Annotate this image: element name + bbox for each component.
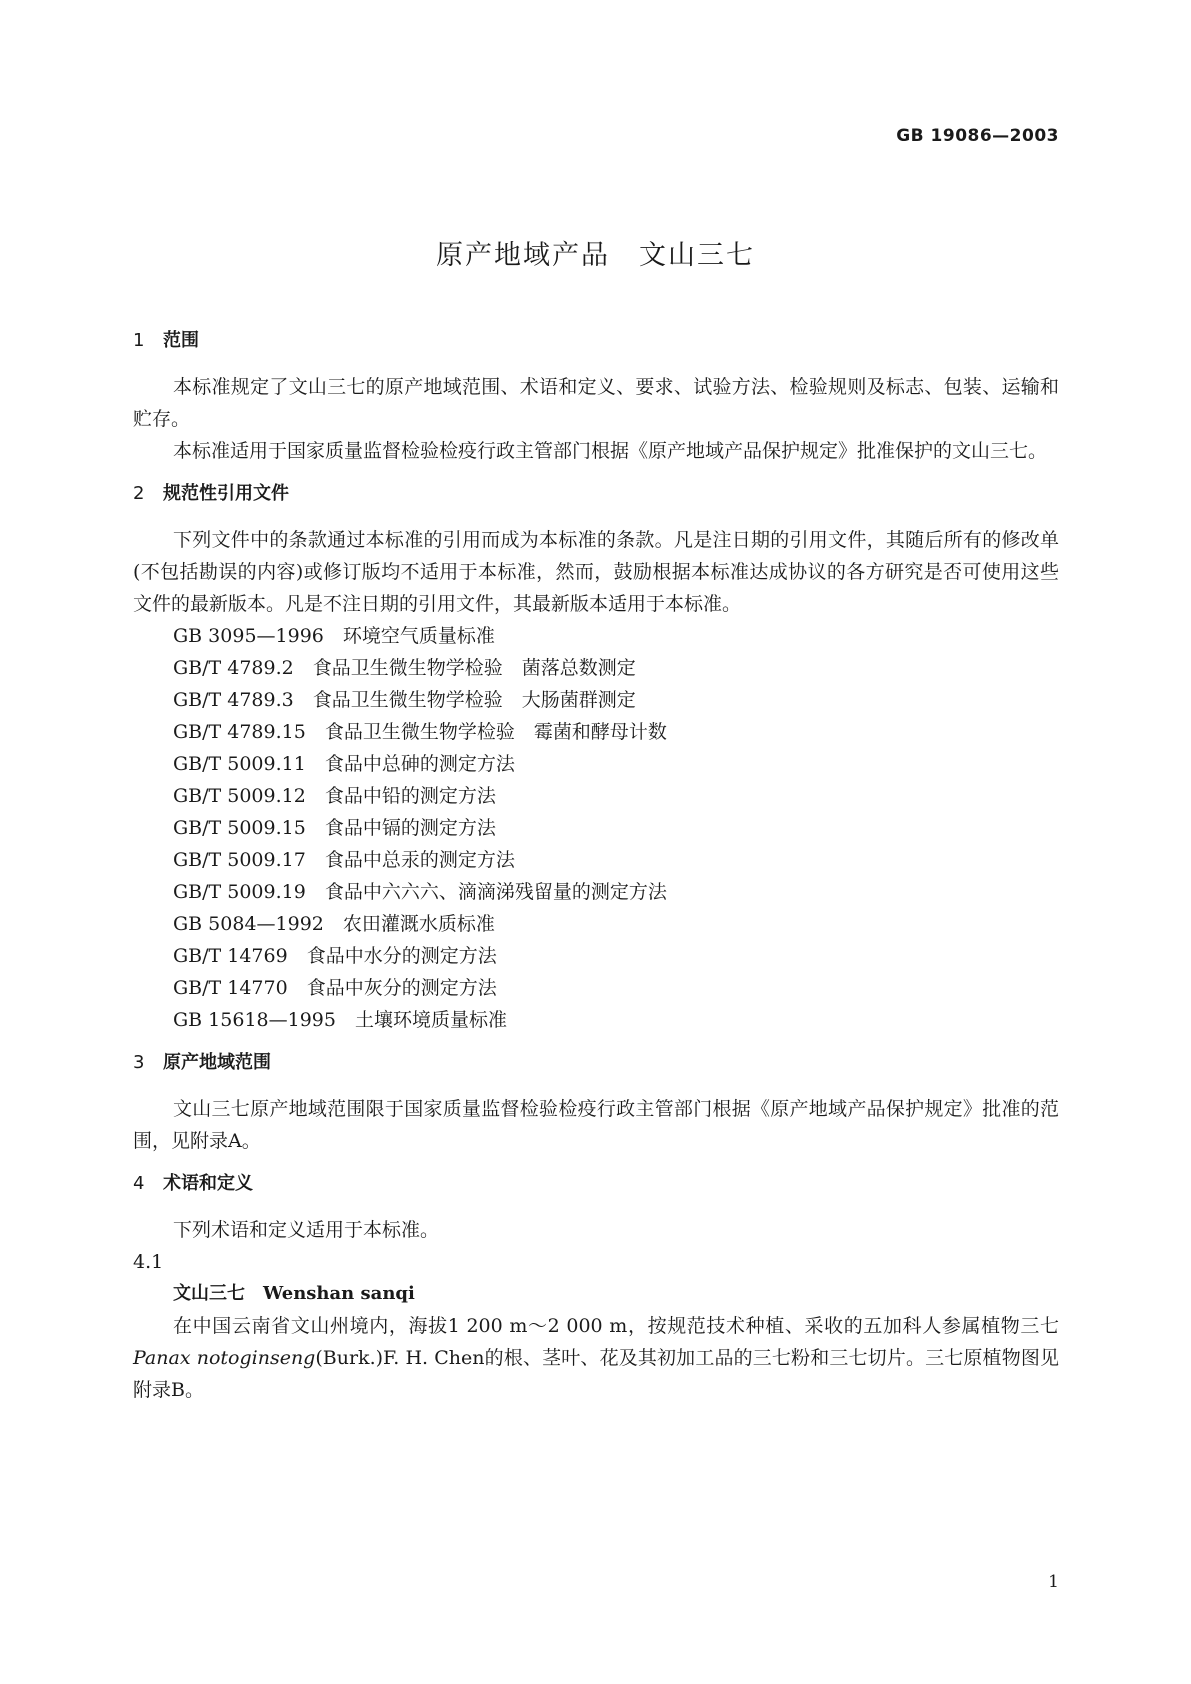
section-title: 范围	[163, 330, 199, 351]
section-2-paragraph-1: 下列文件中的条款通过本标准的引用而成为本标准的条款。凡是注日期的引用文件，其随后所有的修改单(不包括勘误的内容)或修订版均不适用于本标准，然而，鼓励根据本标准达成协议的各方研究是否可使用这些文件的最新版本。凡是不注日期的引用文件，其最新版本适用于本标准。	[133, 529, 1059, 615]
reference-item: GB/T 14770 食品中灰分的测定方法	[173, 977, 497, 999]
term-heading	[133, 1278, 1059, 1310]
section-2-heading	[133, 481, 1059, 507]
reference-item: GB 15618—1995 土壤环境质量标准	[173, 1009, 507, 1031]
reference-item: GB 3095—1996 环境空气质量标准	[173, 625, 495, 647]
section-3-paragraph-1: 文山三七原产地域范围限于国家质量监督检验检疫行政主管部门根据《原产地域产品保护规定》批准的范围，见附录A。	[133, 1098, 1059, 1152]
latin-name: Panax notoginseng	[133, 1347, 316, 1369]
section-4-paragraph-1: 下列术语和定义适用于本标准。	[173, 1219, 440, 1241]
reference-item: GB/T 5009.17 食品中总汞的测定方法	[173, 849, 515, 871]
reference-item: GB/T 5009.15 食品中镉的测定方法	[173, 817, 496, 839]
reference-item: GB/T 5009.19 食品中六六六、滴滴涕残留量的测定方法	[173, 881, 667, 903]
section-number: 1	[133, 330, 145, 351]
reference-item: GB 5084—1992 农田灌溉水质标准	[173, 913, 495, 935]
term-chinese: 文山三七	[173, 1283, 245, 1304]
section-title: 规范性引用文件	[163, 483, 289, 504]
standard-code: GB 19086—2003	[896, 126, 1059, 146]
reference-item: GB/T 4789.2 食品卫生微生物学检验 菌落总数测定	[173, 657, 636, 679]
section-3-heading	[133, 1050, 1059, 1076]
section-1-paragraph-2: 本标准适用于国家质量监督检验检疫行政主管部门根据《原产地域产品保护规定》批准保护的文山三七。	[173, 440, 1048, 462]
section-title: 原产地域范围	[163, 1052, 271, 1073]
reference-item: GB/T 5009.12 食品中铅的测定方法	[173, 785, 496, 807]
term-english: Wenshan sanqi	[263, 1283, 415, 1304]
section-1-paragraph-1: 本标准规定了文山三七的原产地域范围、术语和定义、要求、试验方法、检验规则及标志、包装、运输和贮存。	[133, 376, 1059, 430]
section-1-heading	[133, 328, 1059, 354]
clause-number: 4.1	[133, 1251, 164, 1273]
definition-text-before: 在中国云南省文山州境内，海拔1 200 m～2 000 m，按规范技术种植、采收的五加科人参属植物三七	[173, 1315, 1059, 1337]
reference-item: GB/T 4789.3 食品卫生微生物学检验 大肠菌群测定	[173, 689, 636, 711]
reference-item: GB/T 4789.15 食品卫生微生物学检验 霉菌和酵母计数	[173, 721, 667, 743]
document-title: 原产地域产品 文山三七	[436, 240, 755, 271]
section-number: 3	[133, 1052, 145, 1073]
reference-item: GB/T 5009.11 食品中总砷的测定方法	[173, 753, 515, 775]
section-title: 术语和定义	[163, 1173, 253, 1194]
section-number: 2	[133, 483, 145, 504]
reference-item: GB/T 14769 食品中水分的测定方法	[173, 945, 497, 967]
document-body	[133, 328, 1059, 1406]
term-definition	[133, 1310, 1059, 1406]
section-number: 4	[133, 1173, 145, 1194]
page-number: 1	[1048, 1572, 1059, 1592]
definition-text-after: (Burk.)F. H. Chen的根、茎叶、花及其初加工品的三七粉和三七切片。三七原植物图见附录B。	[133, 1347, 1060, 1401]
section-4-heading	[133, 1171, 1059, 1197]
